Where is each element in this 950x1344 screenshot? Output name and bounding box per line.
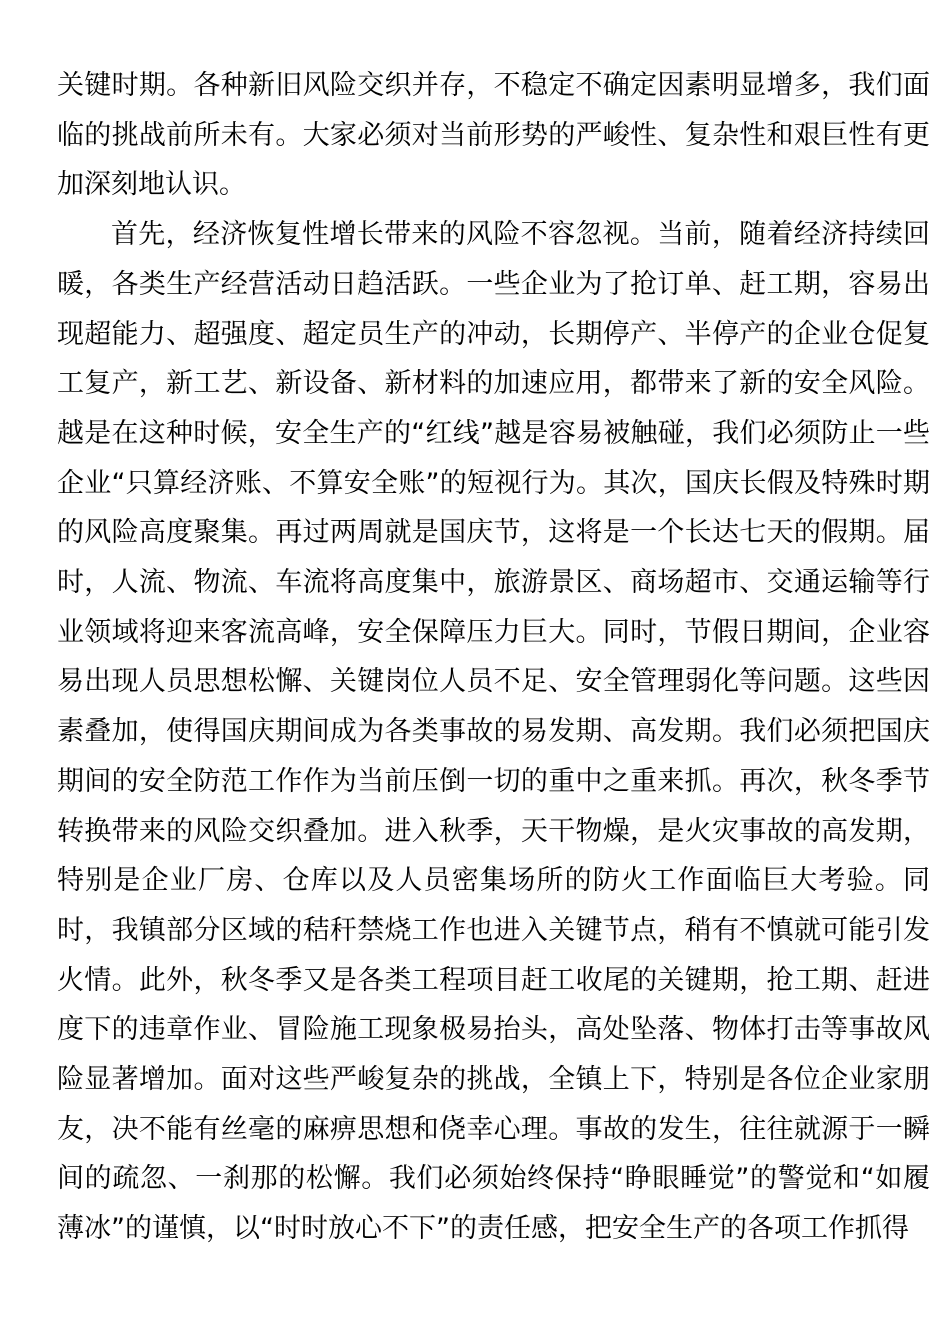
document-paragraph-2: 首先，经济恢复性增长带来的风险不容忽视。当前，随着经济持续回暖，各类生产经营活动日趋活跃。一些企业为了抢订单、赶工期，容易出现超能力、超强度、超定员生产的冲动，长期停产、半停产的企业仓促复工复产，新工艺、新设备、新材料的加速应用，都带来了新的安全风险。越是在这种时候，安全生产的“红线”越是容易被触碰，我们必须防止一些企业“只算经济账、不算安全账”的短视行为。其次，国庆长假及特殊时期的风险高度聚集。再过两周就是国庆节，这将是一个长达七天的假期。届时，人流、物流、车流将高度集中，旅游景区、商场超市、交通运输等行业领域将迎来客流高峰，安全保障压力巨大。同时，节假日期间，企业容易出现人员思想松懈、关键岗位人员不足、安全管理弱化等问题。这些因素叠加，使得国庆期间成为各类事故的易发期、高发期。我们必须把国庆期间的安全防范工作作为当前压倒一切的重中之重来抓。再次，秋冬季节转换带来的风险交织叠加。进入秋季，天干物燥，是火灾事故的高发期，特别是企业厂房、仓库以及人员密集场所的防火工作面临巨大考验。同时，我镇部分区域的秸秆禁烧工作也进入关键节点，稍有不慎就可能引发火情。此外，秋冬季又是各类工程项目赶工收尾的关键期，抢工期、赶进度下的违章作业、冒险施工现象极易抬头，高处坠落、物体打击等事故风险显著增加。面对这些严峻复杂的挑战，全镇上下，特别是各位企业家朋友，决不能有丝毫的麻痹思想和侥幸心理。事故的发生，往往就源于一瞬间的疏忽、一刹那的松懈。我们必须始终保持“睁眼睡觉”的警觉和“如履薄冰”的谨慎，以“时时放心不下”的责任感，把安全生产的各项工作抓得 bbox=[57, 219, 930, 1245]
document-body bbox=[57, 61, 930, 1254]
document-paragraph-1: 关键时期。各种新旧风险交织并存，不稳定不确定因素明显增多，我们面临的挑战前所未有。大家必须对当前形势的严峻性、复杂性和艰巨性有更加深刻地认识。 bbox=[57, 70, 930, 201]
